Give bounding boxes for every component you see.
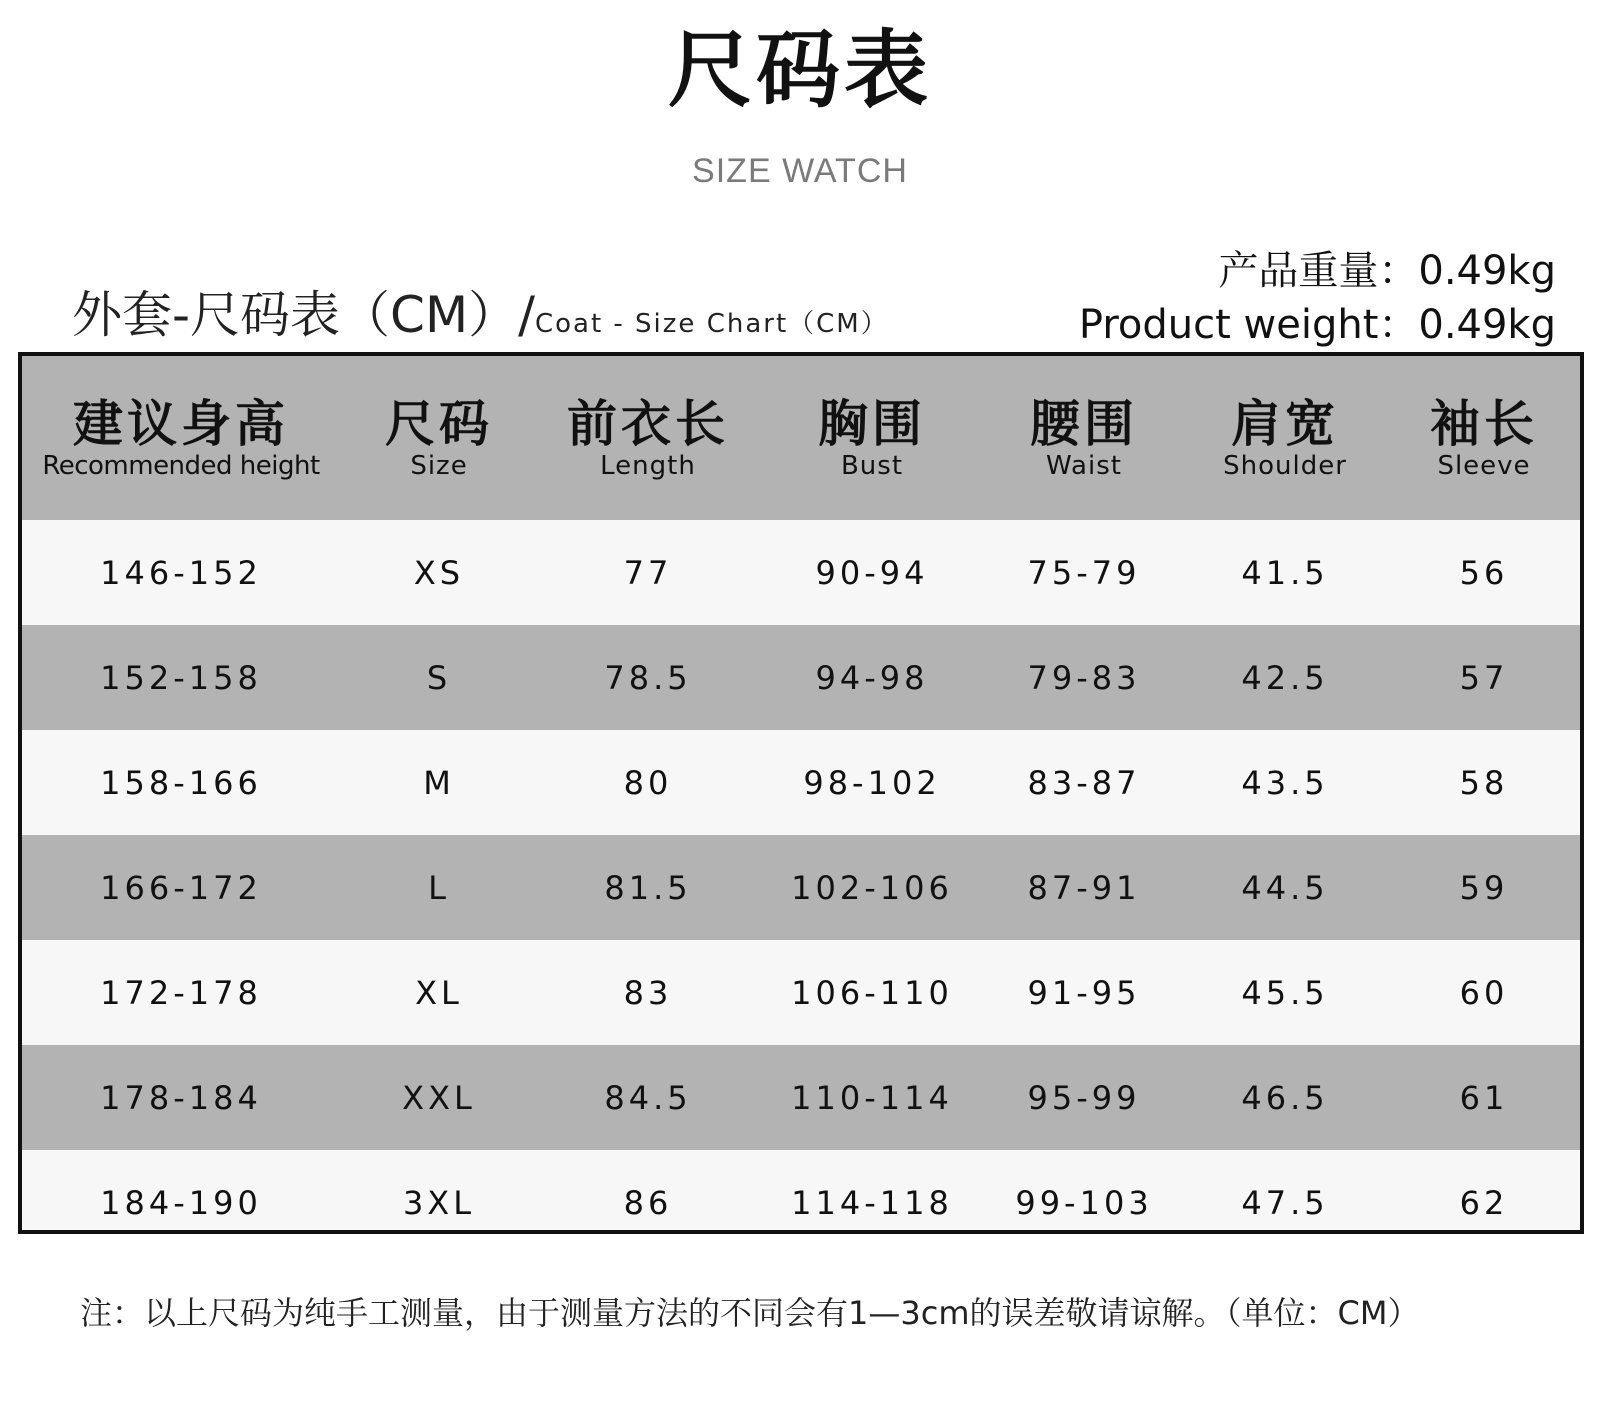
- product-weight-cn: 产品重量：0.49kg: [1218, 248, 1556, 294]
- cell-height: 158-166: [100, 763, 262, 802]
- cell-height: 152-158: [100, 658, 262, 697]
- chart-heading: [72, 286, 889, 344]
- table-header-row: [22, 356, 1580, 520]
- cell-length: 80: [623, 763, 673, 802]
- cell-shoulder: 45.5: [1241, 973, 1329, 1012]
- chart-heading-en: Coat - Size Chart（CM）: [534, 309, 889, 339]
- table-row: [22, 520, 1580, 625]
- cell-length: 81.5: [604, 868, 692, 907]
- table-row: [22, 940, 1580, 1045]
- cell-height: 172-178: [100, 973, 262, 1012]
- cell-height: 184-190: [100, 1183, 262, 1222]
- cell-size: XXL: [402, 1078, 476, 1117]
- cell-height: 178-184: [100, 1078, 262, 1117]
- cell-length: 78.5: [604, 658, 692, 697]
- chart-heading-cn: 外套-尺码表（CM）/: [72, 286, 535, 344]
- header-label-cn: 袖长: [1430, 394, 1538, 453]
- cell-waist: 75-79: [1027, 553, 1141, 592]
- cell-shoulder: 41.5: [1241, 553, 1329, 592]
- cell-waist: 79-83: [1027, 658, 1141, 697]
- table-row: [22, 625, 1580, 730]
- cell-bust: 98-102: [803, 763, 941, 802]
- cell-height: 146-152: [100, 553, 262, 592]
- header-label-en: Recommended height: [42, 451, 320, 481]
- cell-sleeve: 57: [1459, 658, 1509, 697]
- page-subtitle: SIZE WATCH: [692, 152, 908, 190]
- header-sleeve: [1388, 356, 1580, 520]
- table-row: [22, 730, 1580, 835]
- header-label-cn: 肩宽: [1231, 394, 1339, 453]
- cell-waist: 95-99: [1027, 1078, 1141, 1117]
- product-weight-en: Product weight：0.49kg: [1078, 302, 1556, 348]
- cell-waist: 99-103: [1015, 1183, 1153, 1222]
- cell-bust: 102-106: [791, 868, 953, 907]
- header-label-cn: 尺码: [385, 394, 493, 453]
- cell-height: 166-172: [100, 868, 262, 907]
- cell-shoulder: 43.5: [1241, 763, 1329, 802]
- cell-length: 86: [623, 1183, 673, 1222]
- cell-length: 84.5: [604, 1078, 692, 1117]
- header-label-cn: 前衣长: [567, 394, 729, 453]
- cell-length: 77: [623, 553, 673, 592]
- header-label-en: Length: [600, 451, 696, 481]
- header-label-en: Waist: [1046, 451, 1122, 481]
- header-recommended-height: [22, 356, 340, 520]
- cell-size: L: [428, 868, 450, 907]
- product-weight: [1079, 244, 1556, 352]
- cell-sleeve: 61: [1459, 1078, 1509, 1117]
- size-table: [18, 352, 1584, 1234]
- header-label-en: Bust: [840, 451, 904, 481]
- cell-sleeve: 62: [1459, 1183, 1509, 1222]
- cell-bust: 90-94: [815, 553, 929, 592]
- header-waist: [986, 356, 1182, 520]
- header-shoulder: [1182, 356, 1388, 520]
- cell-bust: 114-118: [791, 1183, 953, 1222]
- cell-sleeve: 60: [1459, 973, 1509, 1012]
- cell-length: 83: [623, 973, 673, 1012]
- cell-shoulder: 47.5: [1241, 1183, 1329, 1222]
- cell-shoulder: 46.5: [1241, 1078, 1329, 1117]
- table-row: [22, 835, 1580, 940]
- cell-shoulder: 44.5: [1241, 868, 1329, 907]
- cell-sleeve: 56: [1459, 553, 1509, 592]
- cell-size: 3XL: [402, 1183, 476, 1222]
- header-label-en: Size: [410, 451, 468, 481]
- header-size: [340, 356, 538, 520]
- cell-size: XL: [415, 973, 463, 1012]
- header-length: [538, 356, 758, 520]
- page-title: 尺码表: [667, 20, 932, 119]
- header-bust: [758, 356, 986, 520]
- header-label-en: Sleeve: [1437, 451, 1531, 481]
- header-label-en: Shoulder: [1223, 451, 1347, 481]
- cell-waist: 83-87: [1027, 763, 1141, 802]
- header-label-cn: 腰围: [1030, 394, 1138, 453]
- cell-sleeve: 59: [1459, 868, 1509, 907]
- cell-size: M: [423, 763, 455, 802]
- table-row: [22, 1045, 1580, 1150]
- cell-sleeve: 58: [1459, 763, 1509, 802]
- header-label-cn: 胸围: [818, 394, 926, 453]
- cell-bust: 94-98: [815, 658, 929, 697]
- cell-size: S: [426, 658, 452, 697]
- cell-size: XS: [413, 553, 465, 592]
- footnote: 注：以上尺码为纯手工测量，由于测量方法的不同会有1—3cm的误差敬请谅解。（单位：CM）: [80, 1294, 1420, 1332]
- cell-waist: 91-95: [1027, 973, 1141, 1012]
- header-label-cn: 建议身高: [73, 394, 289, 453]
- cell-waist: 87-91: [1027, 868, 1141, 907]
- cell-shoulder: 42.5: [1241, 658, 1329, 697]
- cell-bust: 110-114: [791, 1078, 953, 1117]
- table-row: [22, 1150, 1580, 1234]
- cell-bust: 106-110: [791, 973, 953, 1012]
